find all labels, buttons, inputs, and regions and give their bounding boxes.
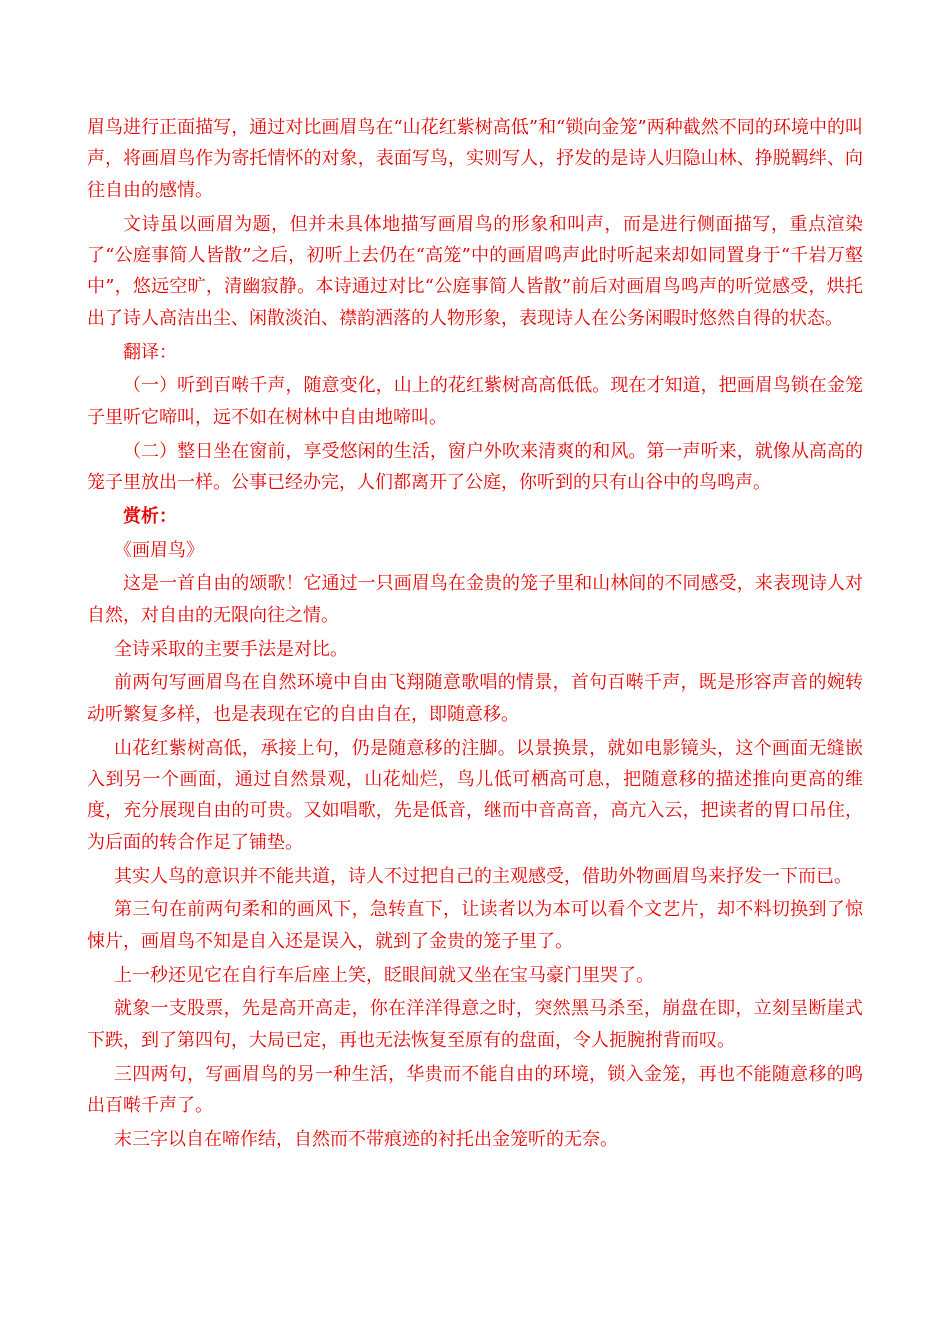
paragraph-analysis-3: 前两句写画眉鸟在自然环境中自由飞翔随意歌唱的情景，首句百啭千声，既是形容声音的婉转动听繁复多样，也是表现在它的自由自在，即随意移。 [87,672,863,725]
paragraph-analysis-4: 山花红紫树高低，承接上句，仍是随意移的注脚。以景换景，就如电影镜头，这个画面无缝嵌入到另一个画面，通过自然景观，山花灿烂，鸟儿低可栖高可息，把随意移的描述推向更高的维度，充分展现自由的可贵。又如唱歌，先是低音，继而中音高音，高亢入云，把读者的胃口吊住，为后面的转合作足了铺垫。 [87,737,863,853]
paragraph-analysis-10: 末三字以自在啼作结，自然而不带痕迹的衬托出金笼听的无奈。 [114,1128,618,1150]
poem-title: 《画眉鸟》 [114,539,204,561]
paragraph-wen-poem-analysis: 文诗虽以画眉为题，但并未具体地描写画眉鸟的形象和叫声，而是进行侧面描写，重点渲染了“公庭事简人皆散”之后，初听上去仍在“高笼”中的画眉鸣声此时听起来却如同置身于“千岩万壑中”，悠远空旷，清幽寂静。本诗通过对比“公庭事简人皆散”前后对画眉鸟鸣声的听觉感受，烘托出了诗人高洁出尘、闲散淡泊、襟韵洒落的人物形象，表现诗人在公务闲暇时悠然自得的状态。 [87,213,863,329]
paragraph-analysis-2: 全诗采取的主要手法是对比。 [114,638,348,660]
paragraph-analysis-9: 三四两句，写画眉鸟的另一种生活，华贵而不能自由的环境，锁入金笼，再也不能随意移的鸣出百啭千声了。 [87,1063,863,1117]
paragraph-analysis-5: 其实人鸟的意识并不能共道，诗人不过把自己的主观感受，借助外物画眉鸟来抒发一下而已。 [114,865,852,887]
paragraph-translation-1: （一）听到百啭千声，随意变化，山上的花红紫树高高低低。现在才知道，把画眉鸟锁在金笼子里听它啼叫，远不如在树林中自由地啼叫。 [87,375,863,428]
paragraph-analysis-7: 上一秒还见它在自行车后座上笑，眨眼间就又坐在宝马豪门里哭了。 [114,964,654,986]
analysis-heading: 赏析： [123,505,177,527]
document-body [87,112,863,1158]
paragraph-analysis-6: 第三句在前两句柔和的画风下，急转直下，让读者以为本可以看个文艺片，却不料切换到了惊悚片，画眉鸟不知是自入还是误入，就到了金贵的笼子里了。 [87,899,863,952]
paragraph-translation-2: （二）整日坐在窗前，享受悠闲的生活，窗户外吹来清爽的和风。第一声听来，就像从高高的笼子里放出一样。公事已经办完，人们都离开了公庭，你听到的只有山谷中的鸟鸣声。 [87,440,863,494]
paragraph-intro-continued: 眉鸟进行正面描写，通过对比画眉鸟在“山花红紫树高低”和“锁向金笼”两种截然不同的环境中的叫声，将画眉鸟作为寄托情怀的对象，表面写鸟，实则写人，抒发的是诗人归隐山林、挣脱羁绊、向往自由的感情。 [87,117,863,201]
translation-label: 翻译： [123,341,177,363]
paragraph-analysis-1: 这是一首自由的颂歌！它通过一只画眉鸟在金贵的笼子里和山林间的不同感受，来表现诗人对自然，对自由的无限向往之情。 [87,573,863,626]
paragraph-analysis-8: 就象一支股票，先是高开高走，你在洋洋得意之时，突然黑马杀至，崩盘在即，立刻呈断崖式下跌，到了第四句，大局已定，再也无法恢复至原有的盘面，令人扼腕拊背而叹。 [87,998,863,1051]
